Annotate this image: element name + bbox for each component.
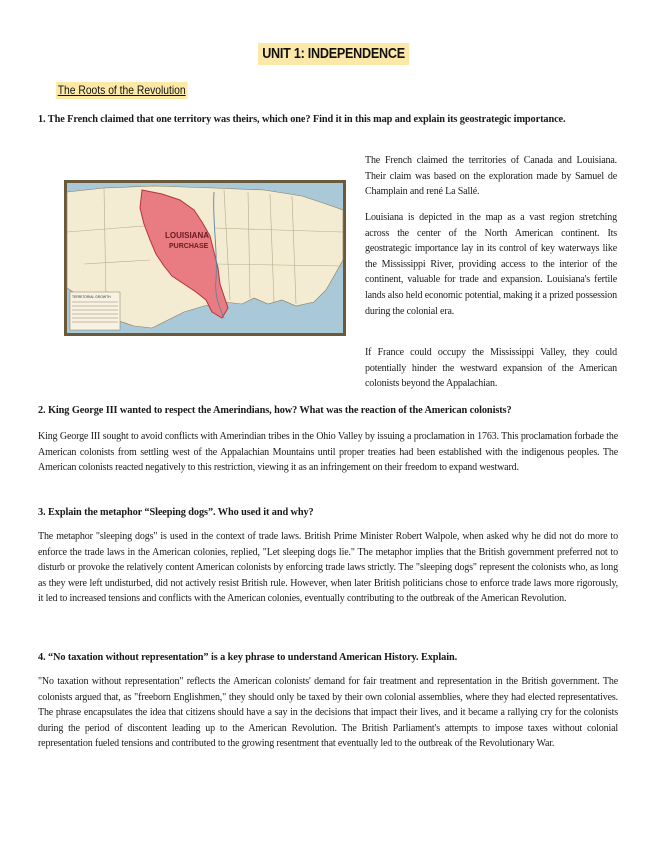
unit-title: UNIT 1: INDEPENDENCE	[258, 43, 409, 65]
section-subtitle: The Roots of the Revolution	[57, 83, 186, 97]
question-1: 1. The French claimed that one territory was theirs, which one? Find it in this map and explain its geostrategic importance.	[38, 114, 566, 125]
question-2: 2. King George III wanted to respect the Amerindians, how? What was the reaction of the American colonists?	[38, 405, 512, 416]
map-legend-title: TERRITORIAL GROWTH	[72, 295, 111, 299]
louisiana-purchase-map	[64, 180, 346, 336]
q1-answer-paragraph-1: The French claimed the territories of Canada and Louisiana. Their claim was based on the exploration made by Samuel de Champlain and rené La Sallé.	[365, 155, 617, 198]
question-3: 3. Explain the metaphor “Sleeping dogs”. Who used it and why?	[38, 507, 314, 518]
q2-answer: King George III sought to avoid conflicts with Amerindian tribes in the Ohio Valley by issuing a proclamation in 1763. This proclamation forbade the American colonists from settling west of the Appalachian Mountains until proper treaties had been established with the indigenous peoples. The American colonists reacted negatively to this restriction, viewing it as an infringement on their freedom to expand westward.	[38, 431, 618, 474]
map-label-louisiana: LOUISIANA	[165, 231, 209, 240]
q4-answer: "No taxation without representation" reflects the American colonists' demand for fair treatment and representation in the British government. The colonists argued that, as "freeborn Englishmen," they should only be taxed by their own colonial assemblies, where they had elected representatives. The phrase encapsulates the idea that citizens should have a say in the decisions that impact their lives, and it became a rallying cry for the colonists during the period of discontent leading up to the American Revolution. The British Parliament's attempts to impose taxes without colonial representation fueled tensions and contributed to the growing resentment that eventually led to the outbreak of the Revolutionary War.	[38, 676, 618, 750]
q1-answer-paragraph-3: If France could occupy the Mississippi Valley, they could potentially hinder the westward expansion of the American colonists beyond the Appalachian.	[365, 347, 617, 390]
q1-answer-paragraph-2: Louisiana is depicted in the map as a vast region stretching across the center of the North American continent. Its geostrategic importance lay in its control of key waterways like the Mississippi River, providing access to the interior of the continent, valuable for trade and expansion. Louisiana's fertile lands also held economic potential, making it a prized possession during the colonial era.	[365, 212, 617, 317]
map-label-purchase: PURCHASE	[169, 243, 209, 250]
q3-answer: The metaphor "sleeping dogs" is used in the context of trade laws. British Prime Minister Robert Walpole, when asked why he did not do more to enforce the trade laws in the American colonies, replied, "Let sleeping dogs lie." The metaphor implies that the British government preferred not to disturb or provoke the relatively content American colonists by enforcing trade laws strictly. The "sleeping dogs" represent the colonists who, as long as they were left undisturbed, did not actively resist British rule. However, when later British politicians chose to enforce trade laws more rigorously, it led to increased tensions and conflicts with the American colonies, eventually contributing to the outbreak of the American Revolution.	[38, 531, 618, 605]
question-4: 4. “No taxation without representation” is a key phrase to understand American History. Explain.	[38, 652, 458, 663]
